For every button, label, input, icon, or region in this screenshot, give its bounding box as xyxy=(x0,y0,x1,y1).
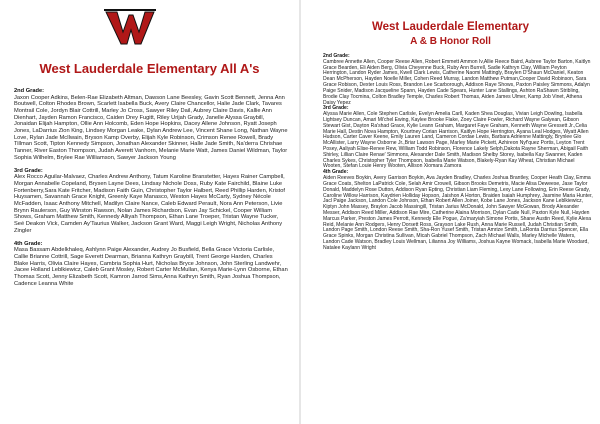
grade-section-3rd xyxy=(323,106,593,170)
grade-heading: 2nd Grade: xyxy=(323,53,350,59)
all-as-list xyxy=(14,88,288,287)
grade-heading: 4th Grade: xyxy=(14,240,43,247)
grade-heading: 3rd Grade: xyxy=(323,105,349,112)
student-names: Alyssa Marie Allen, Cole Stephen Carlisle, Evelyn Amelia Carll, Kaden Shea Douglas, Vivian Leigh Dowling, Isabella Lightsey Duncan, Amari Mi'chel Ewing, Kaylee Brooke Flake, Zoey Claire Fowler, Richard Wayne Galyean, Gibson Stewart Gist, Dayton Ra'shad Grace, Kylie Leann Graham, Margaret Faye Graham, Kenneth Wayne Gressett Jr.,Celia Marie Hall, Destin Nova Hampton, Kourtney Corian Harrison, Kaitlyn Hope Herrington, Ayana Leal Hodges, Wyatt Allen Hudson, Carter Caver Keene, Emily Lauren Land, Cameron Cordae Lewis, Barbara Adrienne Mattingly, Brynlee Glo McAllister, Larry Wayne Osborne Jr.,Briar Lawson Page, Marley Marie Pickett, Azhireon Nyf'quez Portis, Leyton Trent Posey, Aaliyah Elise-Renee Rew, William Todd Robinson, Florence Lakely Selph,Dakota Rayne Sherman, Abigail Faith Shirley, Lillian Claire Renae' Simmons, Alexander Dale Smith, Madison Shelby Storey, Isabella Kay Swanner, Kaden Charles Sykes, Christopher Tyler Thompson, Isabella Marie Watson, Blakely-Ryan Kay Wheat, Christian Michael Wooten, Stefan Louie Henry Wooten, Allison Xiomara Zamora xyxy=(323,111,589,170)
grade-heading: 4th Grade: xyxy=(323,169,349,176)
student-names: Aiden Reeves Boykin, Avery Garrison Boykin, Ava Jayden Bradley, Charles Joshua Brantley, Cooper Heath Clay, Emma Grace Coats, Shelton LaPatrick Cole, Selah Amir Crowell, Gibson Brooks Demetris, Macie Alisa Deweese, Jase Taylor Donald, Maddelyn Rose Dutton, Addison Ryan Epting, Christian Liam Fleming, Lexy Lane Following, Erin Reese Grady, Caroline Willow Harrison, Kaydrien Holliday Hopson, Jaishon A Horton, Braiden Isaiah Humphrey, Jasmine Maria Hunter, Jacl Paige Jackson, Landon Cole Johnson, Ethan Robert Allen Joiner, Kobe Lane Jones, Jackson Kane Leblkiewicz, Kiptyn John Massey, Braylon Jacob Massingill, Tristan Jarius McDonald, John Sawyer McGowan, Brody Alexander Messer, Addison Reed Miller, Addison Rae Mire, Catherine Alaina Morrison, Dylan Cade Null, Paxton Kyle Null, Hayden Marcus Parker, Preston James Perrott, Kennedy Elle Pogue, Za'maryiah Simone Portis, Shane Austin Reed, Kylie Alexa Reid, Melanie Ann Rodgers, Henry Dorsett Ross, Grayson Lake Rush, Anna Marie Russell, Judah Christian Smith, Landon Page Smith, London Reese Smith, Sha-Ron Yusef Smith, Tristan Amrize Smith, LaRonta Darrius Spencer, Ella Grace Spinks, Morgan Christina Sullivan, Micah Gabriel Thompson, Zach Michael Walls, Marley Michelle Waters, Landon Cade Watson, Bradley Louis Wellman, Lilianna Joy Williams, Joshua Kayne Womack, Isabella Marie Woodard, Natalee Kaylann Wright xyxy=(323,175,593,251)
honor-roll-subtitle: A & B Honor Roll xyxy=(410,36,491,47)
honor-roll-list xyxy=(323,54,593,252)
grade-section-2nd xyxy=(14,88,288,161)
student-names: Alex Rocco Aguilar-Malvaez, Charles Andrew Anthony, Tatum Karoline Branstetter, Hayes Rainer Campbell, Morgan Annabelle Copeland, Brysen Layne Dees, Lindsay Nichole Doss, Ruby Kate Fairchild, Blaine Luke Fortenberry,Sara Kate Fritcher, Madison Faith Guin, Christopher Taylor Halbert, Reed Phillip Harden, Kristof Huysamen, Savannah Grace Knight, Greenly Kaye Manasco, Weston Hayes McCarty, Sydney Nécole McFadden, Isaac Anthony Mitchell, Madilyn Claire Nance, Caleb Edward Perault, Nora Ann Peterson, Livie Brynn Raulerson, Guy Winston Rawson, Nolan James Richardson, Evan Jay Schickel, Cooper William Shows, Graham Matthew Smith, Kennedy Alliyah Thompson, Ethan Lane Troeper, Tristan Wayne Tucker, Seé Deakon Vick, Camden Ay'Taurius Walker, Jackson Grant Ward, Maggi Leigh Wright, Nicholas Anthony Zingler xyxy=(14,174,286,234)
honor-roll-school-title: West Lauderdale Elementary xyxy=(371,21,529,33)
honor-roll-page xyxy=(301,0,600,424)
grade-section-4th xyxy=(14,241,288,288)
student-names: Jaxon Cooper Adkins, Belen-Rae Elizabeth Altman, Dawson Lane Beesley, Gavin Scott Bennett, Jenna Ann Boutwell, Colton Rhodes Brown, Scarlett Isabella Buck, Avery Claire Chancellor, Halie Jade Clark, Tavares Montrail Cole, Jordyn Blair Cottrill, Marley Jo Cross, Sawyer Riley Dail, Aubrey Claire Davis, Kallie Ann Dienhart, Jayden Ramon Francisco, Caiden Drey Fugitt, Riley Urijah Grady, Janelle Alyssa Graybill, Jonaidan Elijah Hampton, Ollie Ann Holcomb, Eden Hope Hopkins, Dacey Allene Johnson, Ryatt Joseph Jones, LaDarrius Zion King, Lindsey Morgan Leake, Dylan Andrew Lee, Vincent Shane Long, Nathan Wayne Love, Rylan Jade McIlwain, Bryson Kamp Overby, Elijah Kyle Robinson, Crimson Renee Rowell, Brady Tillman Scott, Tipton Kennedy Simpson, Jonathan Alexander Skinner, Halle Jade Smith, Na'derra Chrishae Tanner, River Easton Thompson, Judah Averett Vanhorn, Melanie Marie Watt, James Daniel Wildman, Taylor Sophia Wilhelm, Brylee Rae Williamson, Sawyer Jackson Young xyxy=(14,94,288,161)
student-names: Cambree Annette Allen, Cooper Reese Allen, Robert Emmett Ammon Iv,Allie Reece Baird, Aubree Taylor Barton, Kaitlyn Grace Bearden, Eli Aiden Berg, Olivia Cheyenne Buck, Ruby Ann Burrell, Sadie Kathryn Clay, William Peyton Herrington, Landon Ryder James, Kwell Clark Lewis, Catherine Naomi Mattingly, Braylen D'Shaun McDaniel, Keaton Dean McPherson, Hayden Noelle Miller, Cohen Reed Murray, Landon Matthew Putman,Cooper David Robinson, Sara Grace Robison, Dexter Louis Ross, Brandon Lee Scarborough, Addison Raye Shows, Paxton Paisley Simmons, Adalyn Paige Snider, Madison Jacqueline Spann, Hayden Cade Spears, Hunter Lane Stallings, Ashton RaShawn Stribling, Brodie Clay Tocmina, Colton Bradley Temple, Charles Robert Thomas, Aiden James Ulmer, Kamp Job Vinet, Athena Daisy Yepez xyxy=(323,58,591,106)
student-names: Masa Bassam Abdelkhaleq, Ashlynn Paige Alexander, Audrey Jo Busfield, Bella Grace Victoria Carlisle, Callie Brianne Cottrill, Sage Everett Dearman, Brianna Kathryn Graybill, Trent George Harden, Charles Blake Harris, Olivia Claire Hayes, Cambria Sophia Hurt, Nicholas Bryce Johnson, John Sterling Landwehr, Jacee Holland Leblkiewicz, Caleb Grant Mosley, Robert Carter McMullan, Kenya Marie-Lynn Osborne, Ethan Thomas Scott, Jenny Elizabeth Scott, Kamron Jarrod Sims,Anna Kathryn Smith, Ryan Joshua Thompson, Cadence Leanna White xyxy=(14,247,288,287)
grade-section-3rd xyxy=(14,168,288,235)
all-as-title: West Lauderdale Elementary All A's xyxy=(39,61,260,76)
grade-heading: 2nd Grade: xyxy=(14,88,45,94)
grade-section-2nd xyxy=(323,54,593,106)
all-as-page xyxy=(0,0,299,424)
red-w-logo-icon xyxy=(104,6,156,46)
grade-section-4th xyxy=(323,170,593,251)
grade-heading: 3rd Grade: xyxy=(14,167,43,174)
